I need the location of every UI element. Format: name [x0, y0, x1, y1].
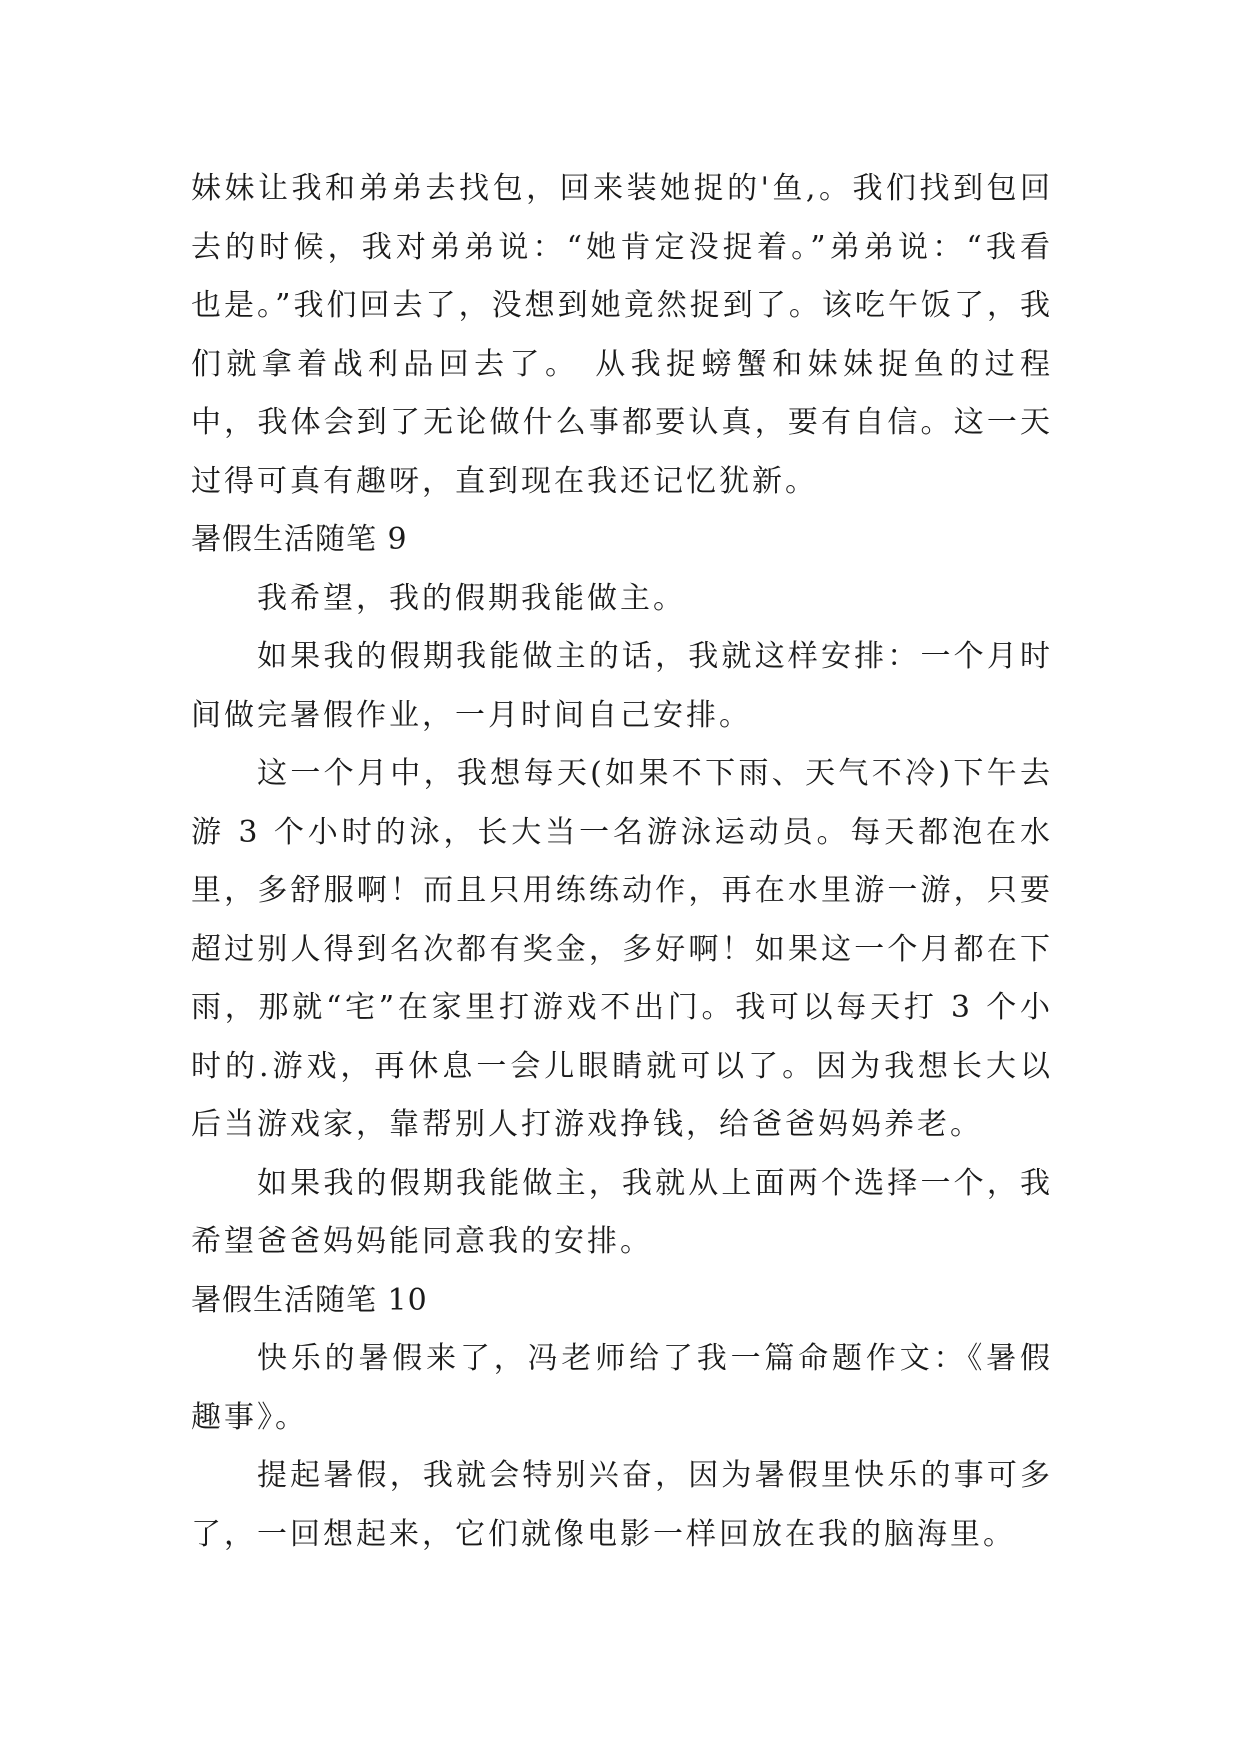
- paragraph-conclusion: 如果我的假期我能做主，我就从上面两个选择一个，我希望爸爸妈妈能同意我的安排。: [191, 1165, 1053, 1259]
- document-body: [191, 160, 1053, 1564]
- paragraph-wish: 我希望，我的假期我能做主。: [257, 580, 686, 616]
- paragraph-memories: 提起暑假，我就会特别兴奋，因为暑假里快乐的事可多了，一回想起来，它们就像电影一样回放在我的脑海里。: [191, 1458, 1053, 1552]
- section-heading-9: 暑假生活随笔 9: [191, 522, 408, 557]
- paragraph-story-ending: 妹妹让我和弟弟去找包，回来装她捉的'鱼,。我们找到包回去的时候，我对弟弟说：“她肯定没捉着。”弟弟说：“我看也是。”我们回去了，没想到她竟然捉到了。该吃午饭了，我们就拿着战利品回去了。 从我捉螃蟹和妹妹捉鱼的过程中，我体会到了无论做什么事都要认真，要有自信。这一天过得可真有趣呀，直到现在我还记忆犹新。: [191, 171, 1053, 499]
- section-heading-10: 暑假生活随笔 10: [191, 1282, 428, 1318]
- paragraph-assignment: 快乐的暑假来了，冯老师给了我一篇命题作文：《暑假趣事》。: [191, 1341, 1053, 1435]
- paragraph-plan: 如果我的假期我能做主的话，我就这样安排：一个月时间做完暑假作业，一月时间自己安排。: [191, 639, 1053, 733]
- paragraph-swimming-gaming: 这一个月中，我想每天(如果不下雨、天气不冷)下午去游 3 个小时的泳，长大当一名游泳运动员。每天都泡在水里，多舒服啊！而且只用练练动作，再在水里游一游，只要超过别人得到名次都有奖金，多好啊！如果这一个月都在下雨，那就“宅”在家里打游戏不出门。我可以每天打 3 个小时的.游戏，再休息一会儿眼睛就可以了。因为我想长大以后当游戏家，靠帮别人打游戏挣钱，给爸爸妈妈养老。: [191, 756, 1053, 1142]
